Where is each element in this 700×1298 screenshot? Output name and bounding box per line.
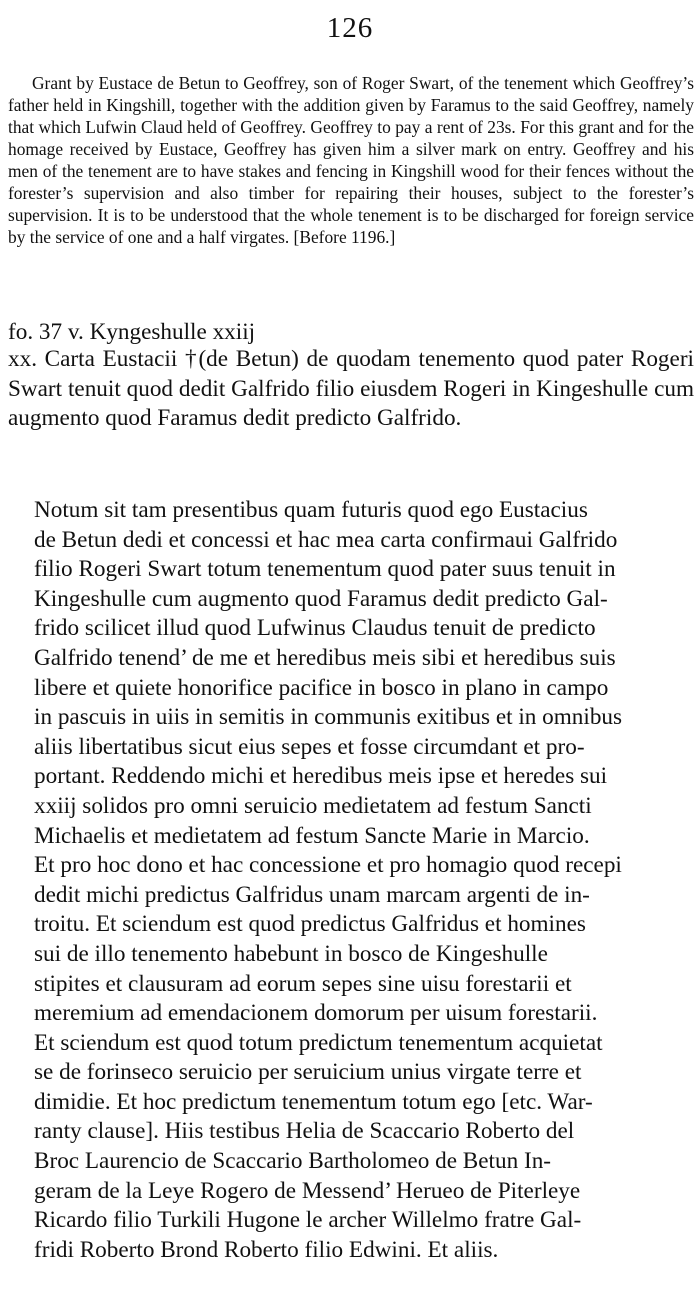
english-summary	[8, 72, 694, 248]
charter-line: Broc Laurencio de Scaccario Bartholomeo de Betun In-	[34, 1148, 552, 1175]
charter-line: Notum sit tam presentibus quam futuris quod ego Eustacius	[34, 497, 588, 523]
charter-line: xxiij solidos pro omni seruicio medietatem ad festum Sancti	[34, 792, 592, 819]
charter-text	[8, 496, 694, 1265]
charter-line: troitu. Et sciendum est quod predictus Galfridus et homines	[34, 911, 586, 938]
charter-line: dimidie. Et hoc predictum tenementum totum ego [etc. War-	[34, 1088, 593, 1115]
charter-line: Ricardo filio Turkili Hugone le archer Willelmo fratre Gal-	[34, 1207, 582, 1234]
charter-line: libere et quiete honorifice pacifice in bosco in plano in campo	[34, 674, 609, 701]
charter-line: in pascuis in uiis in semitis in communis exitibus et in omnibus	[34, 704, 623, 731]
charter-line: stipites et clausuram ad eorum sepes sine uisu forestarii et	[34, 970, 572, 997]
charter-line: de Betun dedi et concessi et hac mea carta confirmaui Galfrido	[34, 526, 618, 553]
charter-line: Galfrido tenend’ de me et heredibus meis sibi et heredibus suis	[34, 644, 616, 671]
charter-line: Et sciendum est quod totum predictum tenementum acquietat	[34, 1029, 603, 1056]
charter-line: ranty clause]. Hiis testibus Helia de Scaccario Roberto del	[34, 1118, 575, 1145]
charter-line: filio Rogeri Swart totum tenementum quod pater suus tenuit in	[34, 556, 616, 583]
charter-line: geram de la Leye Rogero de Messend’ Herueo de Piterleye	[34, 1177, 581, 1204]
folio-heading: fo. 37 v. Kyngeshulle xxiij	[8, 319, 256, 345]
page-number: 126	[326, 12, 374, 44]
charter-line: sui de illo tenemento habebunt in bosco de Kingeshulle	[34, 940, 548, 967]
charter-line: se de forinseco seruicio per seruicium unius virgate terre et	[34, 1059, 582, 1086]
summary-paragraph: Grant by Eustace de Betun to Geoffrey, son of Roger Swart, of the tenement which Geoffrey’s father held in Kingshill, together with the addition given by Faramus to the said Geoffrey, namely that which Lufwin Claud held of Geoffrey. Geoffrey to pay a rent of 23s. For this grant and for the homage received by Eustace, Geoffrey has given him a silver mark on entry. Geoffrey and his men of the tenement are to have stakes and fencing in Kingshill wood for their fences without the forester’s supervision and also timber for repairing their houses, subject to the forester’s supervision. It is to be understood that the whole tenement is to be discharged for foreign service by the service of one and a half virgates. [Before 1196.]	[8, 73, 694, 247]
charter-line: Et pro hoc dono et hac concessione et pro homagio quod recepi	[34, 852, 622, 879]
charter-paragraph	[8, 496, 694, 1265]
charter-rubric: xx. Carta Eustacii †(de Betun) de quodam tenemento quod pater Rogeri Swart tenuit quod dedit Galfrido filio eiusdem Rogeri in Kingeshulle cum augmento quod Faramus dedit predicto Galfrido.	[8, 346, 694, 431]
charter-line: frido scilicet illud quod Lufwinus Claudus tenuit de predicto	[34, 615, 596, 642]
charter-line: dedit michi predictus Galfridus unam marcam argenti de in-	[34, 881, 590, 908]
charter-line: Michaelis et medietatem ad festum Sancte Marie in Marcio.	[34, 822, 590, 849]
charter-line: meremium ad emendacionem domorum per uisum forestarii.	[34, 1000, 598, 1027]
charter-line: aliis libertatibus sicut eius sepes et fosse circumdant et pro-	[34, 733, 585, 760]
charter-line: portant. Reddendo michi et heredibus meis ipse et heredes sui	[34, 763, 608, 790]
charter-line: Kingeshulle cum augmento quod Faramus dedit predicto Gal-	[34, 585, 608, 612]
charter-line: fridi Roberto Brond Roberto filio Edwini. Et aliis.	[34, 1236, 499, 1263]
